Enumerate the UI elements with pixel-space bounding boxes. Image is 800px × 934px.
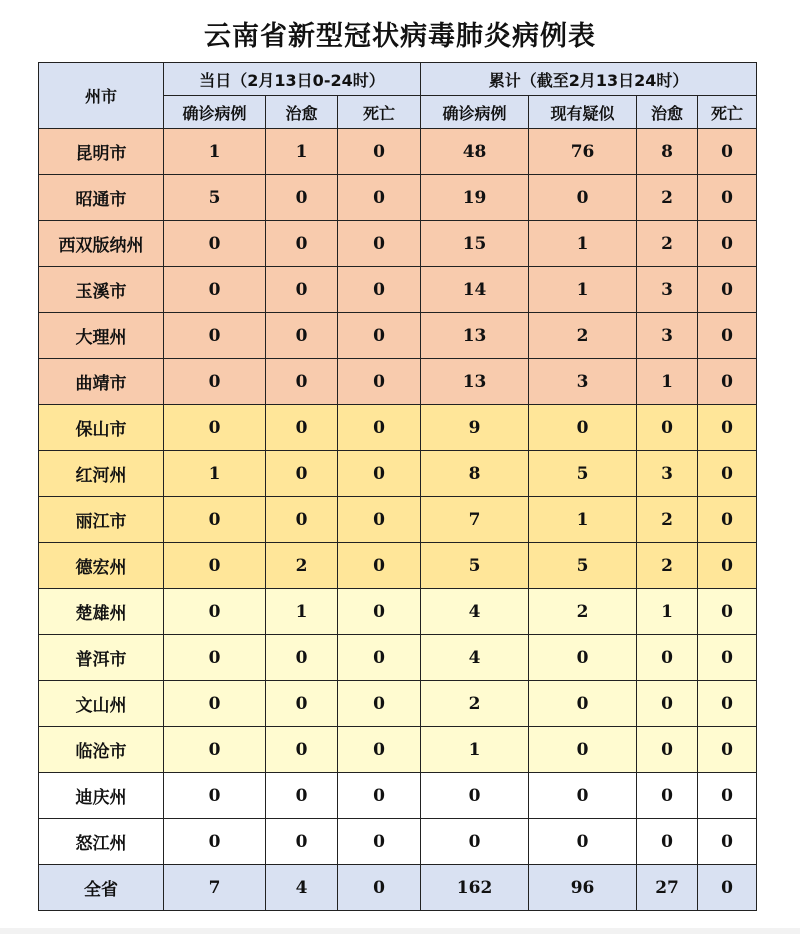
daily-deaths: 0 [338,175,421,221]
daily-deaths: 0 [338,497,421,543]
cum-confirmed: 7 [421,497,529,543]
total-label: 全省 [39,865,164,911]
cum-confirmed: 15 [421,221,529,267]
region-name: 普洱市 [39,635,164,681]
daily-deaths: 0 [338,773,421,819]
cum-cured: 2 [637,543,698,589]
cum-cured: 2 [637,175,698,221]
daily-deaths: 0 [338,451,421,497]
cum-deaths: 0 [698,497,757,543]
cum-deaths: 0 [698,589,757,635]
daily-confirmed: 0 [164,221,266,267]
daily-deaths: 0 [338,221,421,267]
daily-cured: 0 [266,451,338,497]
cum-confirmed: 4 [421,589,529,635]
region-name: 迪庆州 [39,773,164,819]
daily-confirmed: 0 [164,773,266,819]
cum-cured: 2 [637,497,698,543]
cum-suspected: 0 [529,681,637,727]
case-table [38,62,757,911]
cum-suspected: 1 [529,497,637,543]
header-cum-suspected: 现有疑似 [529,96,637,129]
cum-cured: 0 [637,405,698,451]
region-name: 保山市 [39,405,164,451]
daily-confirmed: 1 [164,451,266,497]
daily-cured: 0 [266,359,338,405]
cum-deaths: 0 [698,635,757,681]
daily-confirmed: 0 [164,497,266,543]
cum-confirmed: 14 [421,267,529,313]
cum-cured: 0 [637,773,698,819]
table-row [39,773,757,819]
header-daily-deaths: 死亡 [338,96,421,129]
daily-cured: 0 [266,313,338,359]
daily-cured: 0 [266,267,338,313]
daily-cured: 0 [266,773,338,819]
cum-deaths: 0 [698,819,757,865]
table-row [39,359,757,405]
daily-confirmed: 0 [164,543,266,589]
table-row [39,405,757,451]
region-name: 楚雄州 [39,589,164,635]
total-cum-deaths: 0 [698,865,757,911]
table-row [39,497,757,543]
daily-cured: 0 [266,497,338,543]
cum-confirmed: 5 [421,543,529,589]
cum-suspected: 76 [529,129,637,175]
daily-confirmed: 1 [164,129,266,175]
cum-confirmed: 19 [421,175,529,221]
region-name: 怒江州 [39,819,164,865]
daily-deaths: 0 [338,129,421,175]
daily-cured: 0 [266,635,338,681]
daily-cured: 0 [266,681,338,727]
daily-confirmed: 0 [164,681,266,727]
page-title: 云南省新型冠状病毒肺炎病例表 [204,21,596,52]
cum-cured: 0 [637,681,698,727]
total-cum-cured: 27 [637,865,698,911]
header-cum-deaths: 死亡 [698,96,757,129]
region-name: 玉溪市 [39,267,164,313]
header-cumulative-group: 累计（截至2月13日24时） [421,63,757,96]
table-row [39,221,757,267]
daily-deaths: 0 [338,267,421,313]
cum-suspected: 0 [529,727,637,773]
cum-confirmed: 4 [421,635,529,681]
table-row [39,819,757,865]
daily-deaths: 0 [338,359,421,405]
region-name: 红河州 [39,451,164,497]
daily-deaths: 0 [338,405,421,451]
cum-confirmed: 9 [421,405,529,451]
daily-cured: 1 [266,129,338,175]
cum-deaths: 0 [698,451,757,497]
cum-deaths: 0 [698,681,757,727]
total-daily-confirmed: 7 [164,865,266,911]
daily-confirmed: 0 [164,359,266,405]
cum-cured: 2 [637,221,698,267]
cum-cured: 3 [637,267,698,313]
cum-suspected: 0 [529,635,637,681]
total-cum-suspected: 96 [529,865,637,911]
cum-deaths: 0 [698,221,757,267]
cum-confirmed: 1 [421,727,529,773]
cum-deaths: 0 [698,129,757,175]
bottom-divider [0,928,800,934]
cum-suspected: 2 [529,313,637,359]
total-daily-cured: 4 [266,865,338,911]
region-name: 昭通市 [39,175,164,221]
header-cum-confirmed: 确诊病例 [421,96,529,129]
cum-deaths: 0 [698,359,757,405]
cum-confirmed: 0 [421,773,529,819]
cum-suspected: 1 [529,221,637,267]
table-row [39,727,757,773]
cum-cured: 3 [637,451,698,497]
header-daily-cured: 治愈 [266,96,338,129]
cum-cured: 0 [637,819,698,865]
header-daily-group: 当日（2月13日0-24时） [164,63,421,96]
daily-confirmed: 0 [164,313,266,359]
region-name: 丽江市 [39,497,164,543]
daily-deaths: 0 [338,727,421,773]
cum-deaths: 0 [698,313,757,359]
cum-suspected: 2 [529,589,637,635]
region-name: 昆明市 [39,129,164,175]
cum-suspected: 0 [529,773,637,819]
daily-cured: 0 [266,727,338,773]
daily-confirmed: 0 [164,635,266,681]
cum-confirmed: 2 [421,681,529,727]
table-row [39,589,757,635]
total-cum-confirmed: 162 [421,865,529,911]
daily-confirmed: 5 [164,175,266,221]
cum-suspected: 0 [529,819,637,865]
cum-cured: 3 [637,313,698,359]
region-name: 文山州 [39,681,164,727]
daily-deaths: 0 [338,543,421,589]
cum-suspected: 0 [529,175,637,221]
cum-suspected: 3 [529,359,637,405]
table-row [39,635,757,681]
daily-confirmed: 0 [164,589,266,635]
daily-cured: 1 [266,589,338,635]
cum-suspected: 1 [529,267,637,313]
daily-confirmed: 0 [164,727,266,773]
cum-confirmed: 13 [421,313,529,359]
cum-deaths: 0 [698,267,757,313]
header-region: 州市 [39,63,164,129]
cum-confirmed: 48 [421,129,529,175]
daily-confirmed: 0 [164,267,266,313]
cum-deaths: 0 [698,773,757,819]
daily-deaths: 0 [338,635,421,681]
cum-deaths: 0 [698,727,757,773]
cum-confirmed: 8 [421,451,529,497]
cum-cured: 1 [637,589,698,635]
table-row [39,175,757,221]
cum-deaths: 0 [698,175,757,221]
cum-confirmed: 0 [421,819,529,865]
table-row [39,129,757,175]
daily-confirmed: 0 [164,819,266,865]
total-daily-deaths: 0 [338,865,421,911]
table-row [39,543,757,589]
daily-cured: 0 [266,405,338,451]
cum-suspected: 0 [529,405,637,451]
cum-cured: 0 [637,727,698,773]
total-row [39,865,757,911]
daily-cured: 2 [266,543,338,589]
region-name: 大理州 [39,313,164,359]
daily-deaths: 0 [338,819,421,865]
cum-suspected: 5 [529,543,637,589]
region-name: 临沧市 [39,727,164,773]
table-row [39,313,757,359]
daily-confirmed: 0 [164,405,266,451]
table-row [39,451,757,497]
cum-cured: 8 [637,129,698,175]
header-cum-cured: 治愈 [637,96,698,129]
region-name: 曲靖市 [39,359,164,405]
header-daily-confirmed: 确诊病例 [164,96,266,129]
region-name: 西双版纳州 [39,221,164,267]
cum-cured: 1 [637,359,698,405]
region-name: 德宏州 [39,543,164,589]
cum-cured: 0 [637,635,698,681]
table-row [39,681,757,727]
daily-cured: 0 [266,221,338,267]
daily-deaths: 0 [338,681,421,727]
daily-deaths: 0 [338,313,421,359]
daily-deaths: 0 [338,589,421,635]
cum-deaths: 0 [698,405,757,451]
daily-cured: 0 [266,175,338,221]
daily-cured: 0 [266,819,338,865]
cum-confirmed: 13 [421,359,529,405]
cum-deaths: 0 [698,543,757,589]
table-row [39,267,757,313]
cum-suspected: 5 [529,451,637,497]
